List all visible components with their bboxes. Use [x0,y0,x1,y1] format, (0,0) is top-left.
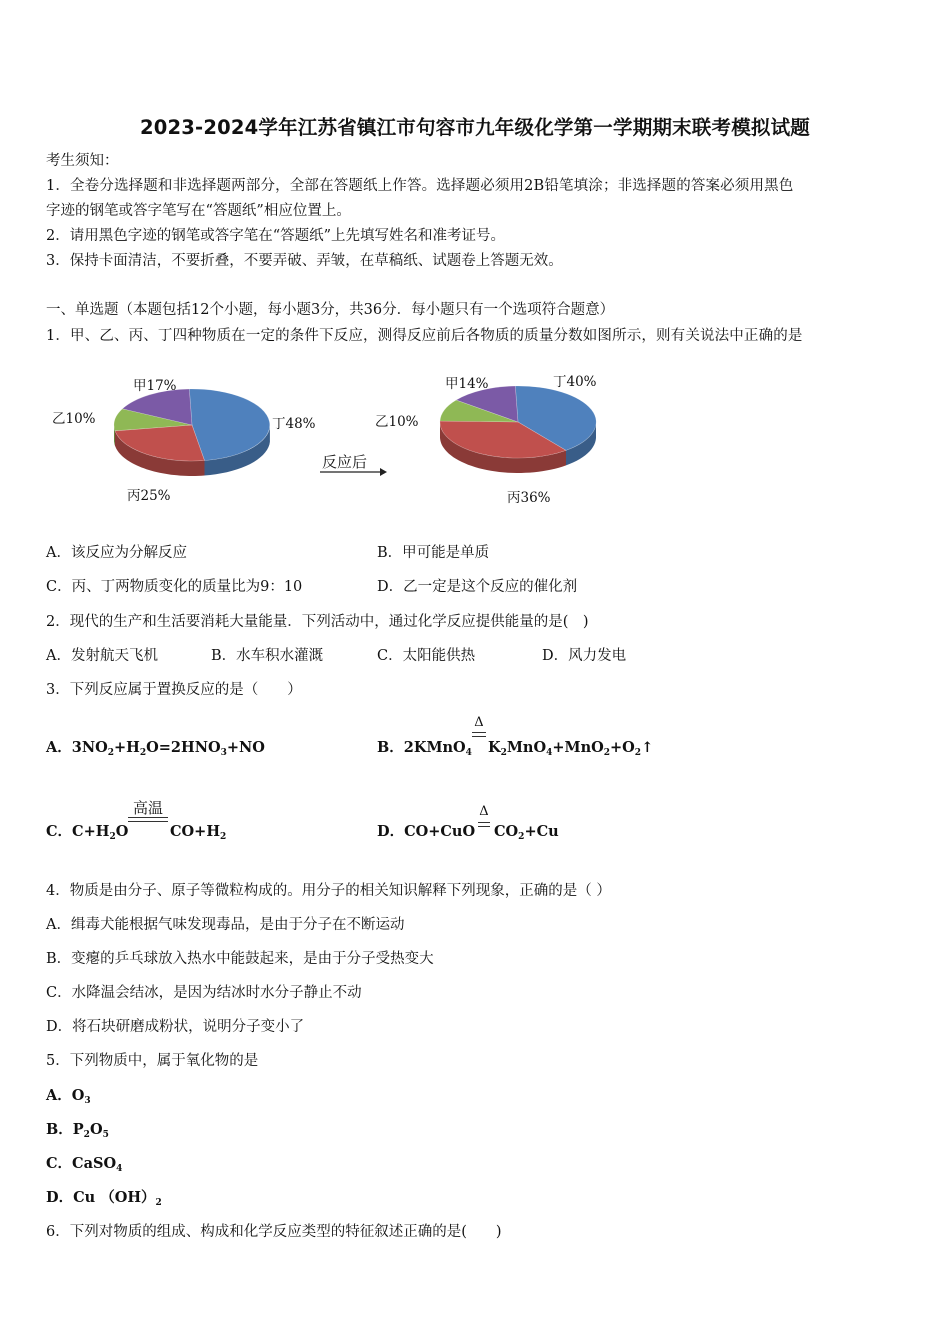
q2-option-a[interactable]: A．发射航天飞机 [46,648,158,664]
reaction-arrow-label: 反应后 [322,453,368,471]
q3-option-b[interactable]: B．2KMnO$_4$ [377,739,472,758]
pie-chart-after [430,378,610,490]
q2-option-b[interactable]: B．水车积水灌溉 [211,648,324,664]
page-title: 2023-2024学年江苏省镇江市句容市九年级化学第一学期期末联考模拟试题 [139,116,811,139]
pie1-label-ding: 丁48% [272,416,316,432]
q2-option-d[interactable]: D．风力发电 [542,648,627,664]
q2-option-c[interactable]: C．太阳能供热 [377,648,476,664]
q3-option-d-products: $CO_2+Cu$ [494,823,559,842]
q3-option-d-heat-symbol: Δ [479,804,489,819]
pie2-label-ding: 丁40% [553,374,597,390]
pie2-label-bing: 丙36% [507,490,551,506]
q4-option-c[interactable]: C．水降温会结冰，是因为结冰时水分子静止不动 [46,985,362,1001]
q5-option-c[interactable]: C．CaSO$_4$ [46,1155,123,1174]
q1-option-b[interactable]: B．甲可能是单质 [377,545,490,561]
q5-option-a[interactable]: A．$O_3$ [46,1087,91,1106]
q3-stem: 3．下列反应属于置换反应的是（ ） [46,682,302,698]
pie1-label-yi: 乙10% [52,411,96,427]
pie-chart-before [100,380,290,490]
q1-option-c[interactable]: C．丙、丁两物质变化的质量比为9：10 [46,579,303,595]
q3-option-c-equals [128,817,168,822]
q4-option-a[interactable]: A．缉毒犬能根据气味发现毒品，是由于分子在不断运动 [46,917,405,933]
q3-option-c-condition: 高温 [132,799,163,817]
q3-option-a[interactable]: A．$3NO_2+H_2O=2HNO_3+NO$ [46,739,265,758]
pie2-label-yi: 乙10% [375,414,419,430]
q5-stem: 5．下列物质中，属于氧化物的是 [46,1053,259,1069]
notice-item-3: 3．保持卡面清洁，不要折叠，不要弄破、弄皱，在草稿纸、试题卷上答题无效。 [46,253,563,269]
q5-option-d[interactable]: D．Cu $(OH)_2$ [46,1189,162,1208]
q1-option-a[interactable]: A．该反应为分解反应 [46,545,187,561]
notice-item-1a: 1．全卷分选择题和非选择题两部分，全部在答题纸上作答。选择题必须用2B铅笔填涂；非选择题的答案必须用黑色 [46,178,794,194]
q6-stem: 6．下列对物质的组成、构成和化学反应类型的特征叙述正确的是( ) [46,1224,502,1240]
q4-option-b[interactable]: B．变瘪的乒乓球放入热水中能鼓起来，是由于分子受热变大 [46,951,434,967]
q3-option-d-equals [478,822,490,827]
q3-option-b-equals [472,732,486,737]
pie1-label-jia: 甲17% [133,378,177,394]
q4-option-d[interactable]: D．将石块研磨成粉状，说明分子变小了 [46,1019,305,1035]
q3-option-d[interactable]: D．CO+CuO [377,823,476,840]
q1-option-d[interactable]: D．乙一定是这个反应的催化剂 [377,579,578,595]
q5-option-b[interactable]: B．$P_2O_5$ [46,1121,109,1140]
q3-option-b-heat-symbol: Δ [474,715,484,730]
q4-stem: 4．物质是由分子、原子等微粒构成的。用分子的相关知识解释下列现象，正确的是（ ） [46,883,611,899]
pie2-label-jia: 甲14% [445,376,489,392]
section-heading: 一、单选题（本题包括12个小题，每小题3分，共36分．每小题只有一个选项符合题意） [46,302,615,318]
q3-option-c[interactable]: C．$C+H_2O$ [46,823,129,842]
notice-heading: 考生须知： [46,153,119,169]
q3-option-b-products: $K_2MnO_4+MnO_2+O_2↑$ [488,739,654,758]
pie1-label-bing: 丙25% [127,488,171,504]
reaction-arrow-icon [318,466,388,478]
q2-stem: 2．现代的生产和生活要消耗大量能量．下列活动中，通过化学反应提供能量的是( ) [46,614,589,630]
notice-item-2: 2．请用黑色字迹的钢笔或答字笔在“答题纸”上先填写姓名和准考证号。 [46,228,506,244]
notice-item-1b: 字迹的钢笔或答字笔写在“答题纸”相应位置上。 [46,203,351,219]
q1-stem: 1．甲、乙、丙、丁四种物质在一定的条件下反应，测得反应前后各物质的质量分数如图所示，则有关说法中正确的是 [46,328,803,344]
q3-option-c-products: $CO+H_2$ [170,823,227,842]
